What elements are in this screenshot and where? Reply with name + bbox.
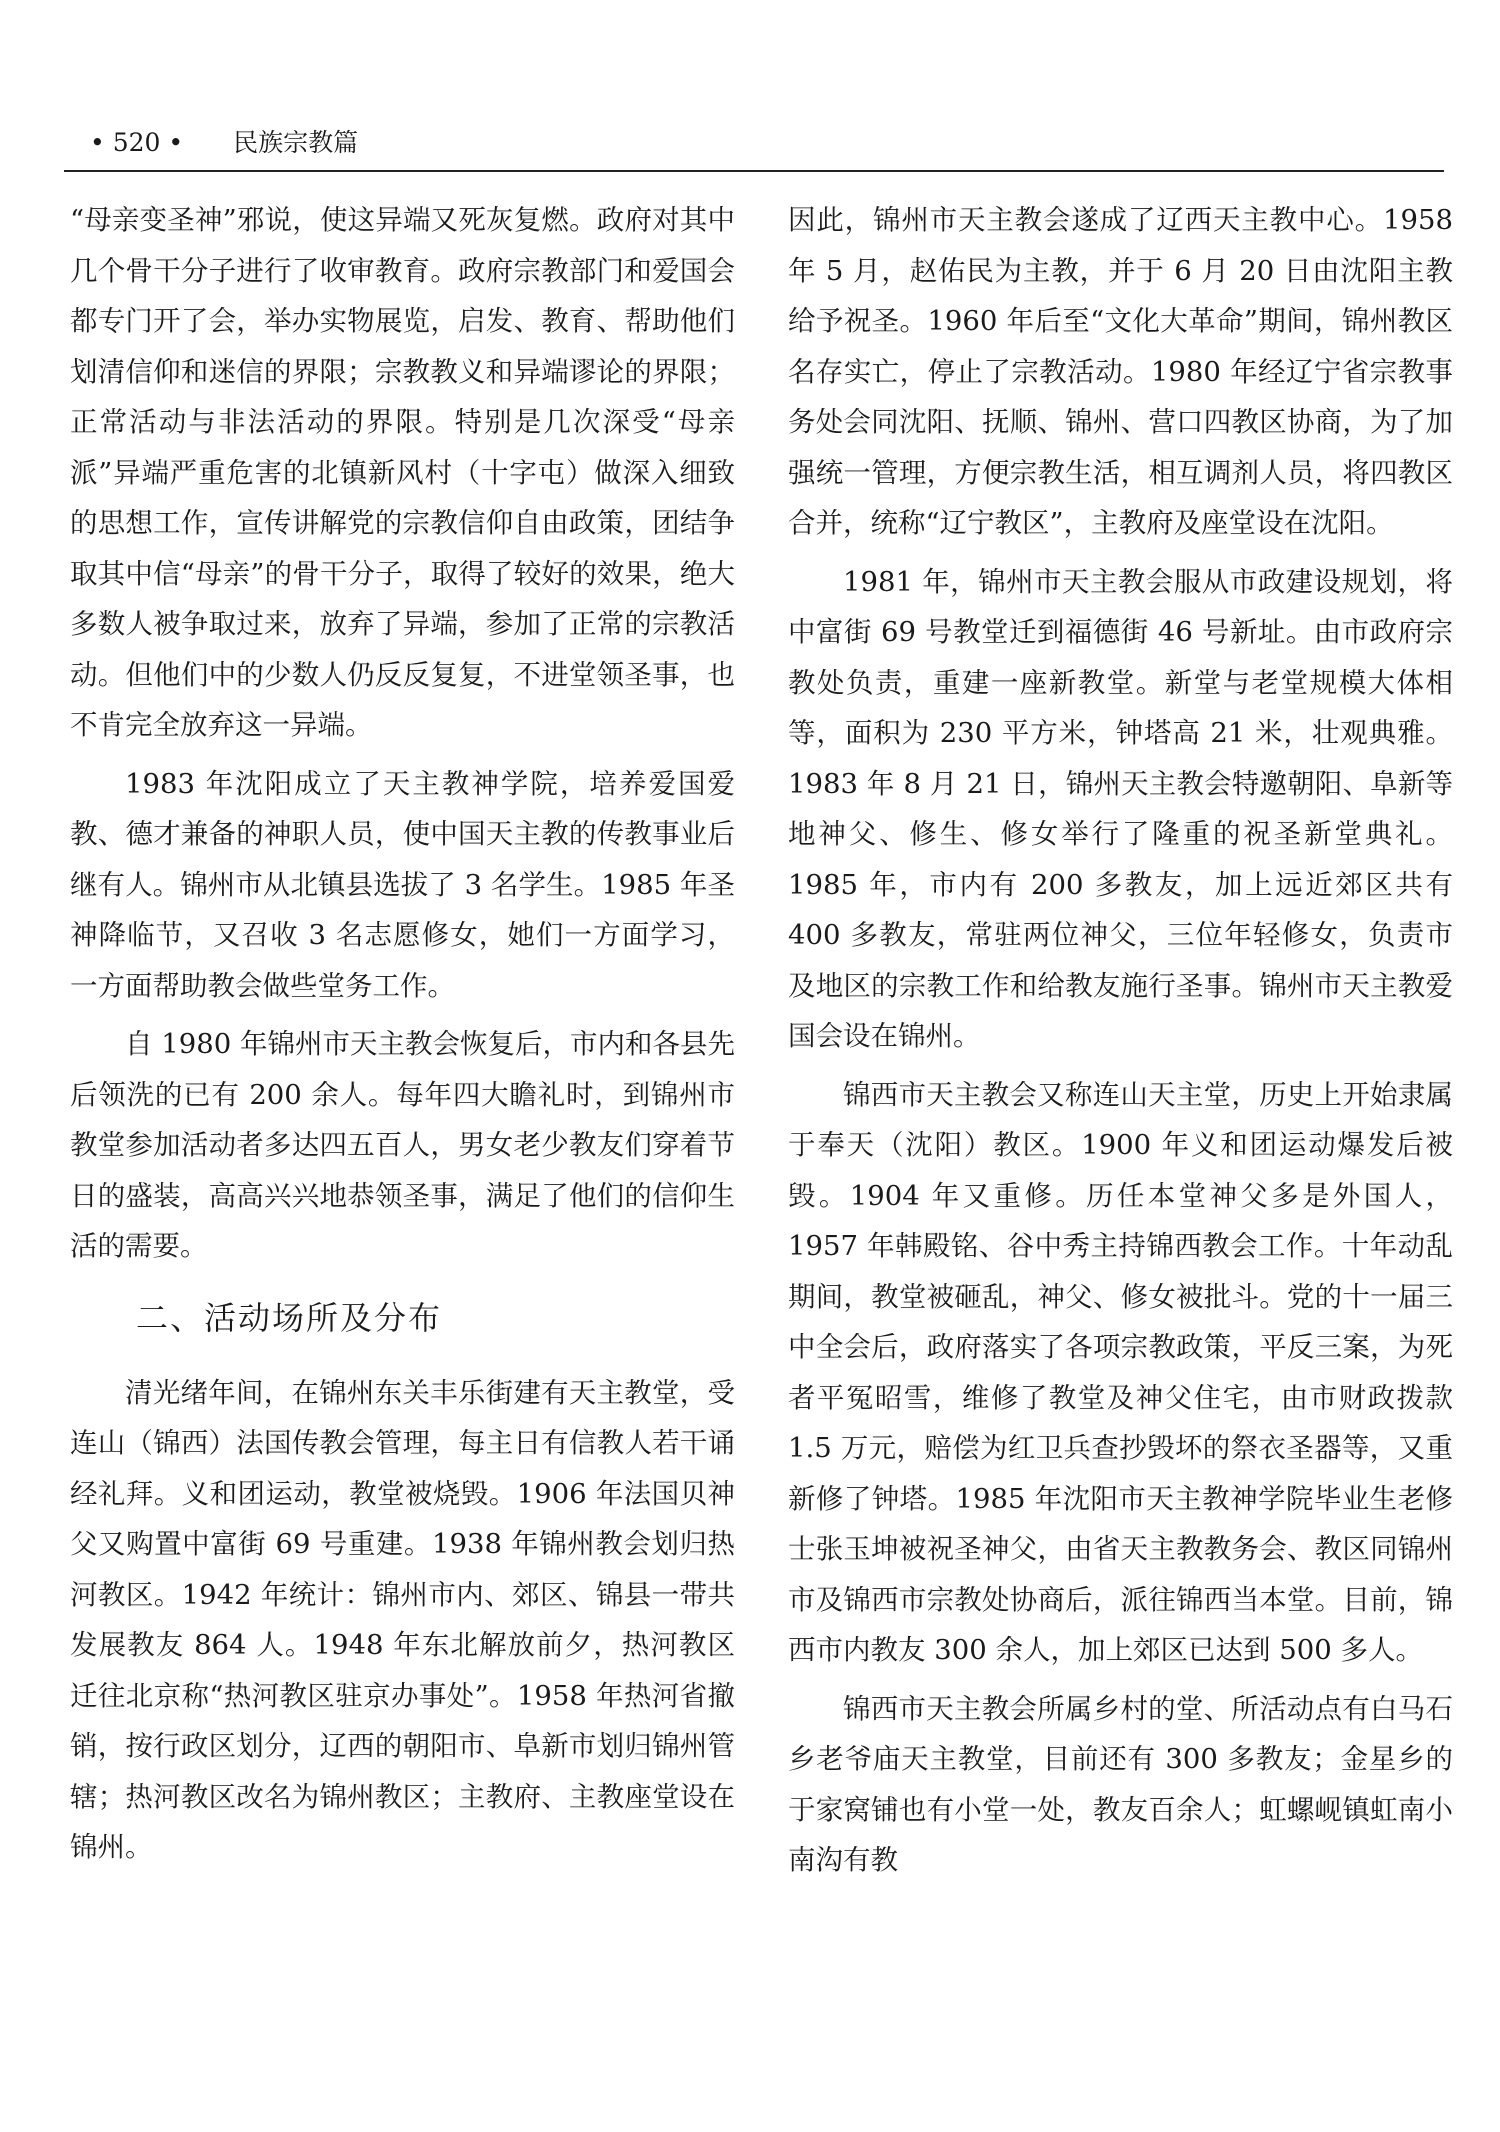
paragraph: 锦西市天主教会所属乡村的堂、所活动点有白马石乡老爷庙天主教堂，目前还有 300 多教友；金星乡的于家窝铺也有小堂一处，教友百余人；虹螺岘镇虹南小南沟有教 (788, 1692, 1453, 1876)
header-rule (64, 170, 1444, 172)
right-column (788, 195, 1453, 1894)
running-header (90, 120, 1440, 166)
paragraph: 1983 年沈阳成立了天主教神学院，培养爱国爱教、德才兼备的神职人员，使中国天主教的传教事业后继有人。锦州市从北镇县选拔了 3 名学生。1985 年圣神降临节，又召收 3 名志愿修女，她们一方面学习，一方面帮助教会做些堂务工作。 (70, 767, 735, 1002)
page-number: • 520 • (90, 128, 184, 157)
section-heading: 二、活动场所及分布 (136, 1298, 443, 1337)
paragraph: “母亲变圣神”邪说，使这异端又死灰复燃。政府对其中几个骨干分子进行了收审教育。政府宗教部门和爱国会都专门开了会，举办实物展览，启发、教育、帮助他们划清信仰和迷信的界限；宗教教义和异端谬论的界限；正常活动与非法活动的界限。特别是几次深受“母亲派”异端严重危害的北镇新风村（十字屯）做深入细致的思想工作，宣传讲解党的宗教信仰自由政策，团结争取其中信“母亲”的骨干分子，取得了较好的效果，绝大多数人被争取过来，放弃了异端，参加了正常的宗教活动。但他们中的少数人仍反反复复，不进堂领圣事，也不肯完全放弃这一异端。 (70, 204, 735, 741)
paragraph: 自 1980 年锦州市天主教会恢复后，市内和各县先后领洗的已有 200 余人。每年四大瞻礼时，到锦州市教堂参加活动者多达四五百人，男女老少教友们穿着节日的盛装，高高兴兴地恭领圣事，满足了他们的信仰生活的需要。 (70, 1028, 735, 1262)
paragraph: 清光绪年间，在锦州东关丰乐街建有天主教堂，受连山（锦西）法国传教会管理，每主日有信教人若干诵经礼拜。义和团运动，教堂被烧毁。1906 年法国贝神父又购置中富街 69 号重建。1938 年锦州教会划归热河教区。1942 年统计：锦州市内、郊区、锦县一带共发展教友 864 人。1948 年东北解放前夕，热河教区迁往北京称“热河教区驻京办事处”。1958 年热河省撤销，按行政区划分，辽西的朝阳市、阜新市划归锦州管辖；热河教区改名为锦州教区；主教府、主教座堂设在锦州。 (70, 1376, 735, 1863)
paragraph: 因此，锦州市天主教会遂成了辽西天主教中心。1958 年 5 月，赵佑民为主教，并于 6 月 20 日由沈阳主教给予祝圣。1960 年后至“文化大革命”期间，锦州教区名存实亡，停止了宗教活动。1980 年经辽宁省宗教事务处会同沈阳、抚顺、锦州、营口四教区协商，为了加强统一管理，方便宗教生活，相互调剂人员，将四教区合并，统称“辽宁教区”，主教府及座堂设在沈阳。 (788, 204, 1453, 539)
section-title: 民族宗教篇 (233, 128, 359, 157)
paragraph: 锦西市天主教会又称连山天主堂，历史上开始隶属于奉天（沈阳）教区。1900 年义和团运动爆发后被毁。1904 年又重修。历任本堂神父多是外国人，1957 年韩殿铭、谷中秀主持锦西教会工作。十年动乱期间，教堂被砸乱，神父、修女被批斗。党的十一届三中全会后，政府落实了各项宗教政策，平反三案，为死者平冤昭雪，维修了教堂及神父住宅，由市财政拨款 1.5 万元，赔偿为红卫兵查抄毁坏的祭衣圣器等，又重新修了钟塔。1985 年沈阳市天主教神学院毕业生老修士张玉坤被祝圣神父，由省天主教教务会、教区同锦州市及锦西市宗教处协商后，派往锦西当本堂。目前，锦西市内教友 300 余人，加上郊区已达到 500 多人。 (788, 1078, 1453, 1666)
left-column (70, 195, 735, 1881)
paragraph: 1981 年，锦州市天主教会服从市政建设规划，将中富街 69 号教堂迁到福德街 46 号新址。由市政府宗教处负责，重建一座新教堂。新堂与老堂规模大体相等，面积为 230 平方米，钟塔高 21 米，壮观典雅。1983 年 8 月 21 日，锦州天主教会特邀朝阳、阜新等地神父、修生、修女举行了隆重的祝圣新堂典礼。1985 年，市内有 200 多教友，加上远近郊区共有 400 多教友，常驻两位神父，三位年轻修女，负责市及地区的宗教工作和给教友施行圣事。锦州市天主教爱国会设在锦州。 (788, 565, 1453, 1052)
